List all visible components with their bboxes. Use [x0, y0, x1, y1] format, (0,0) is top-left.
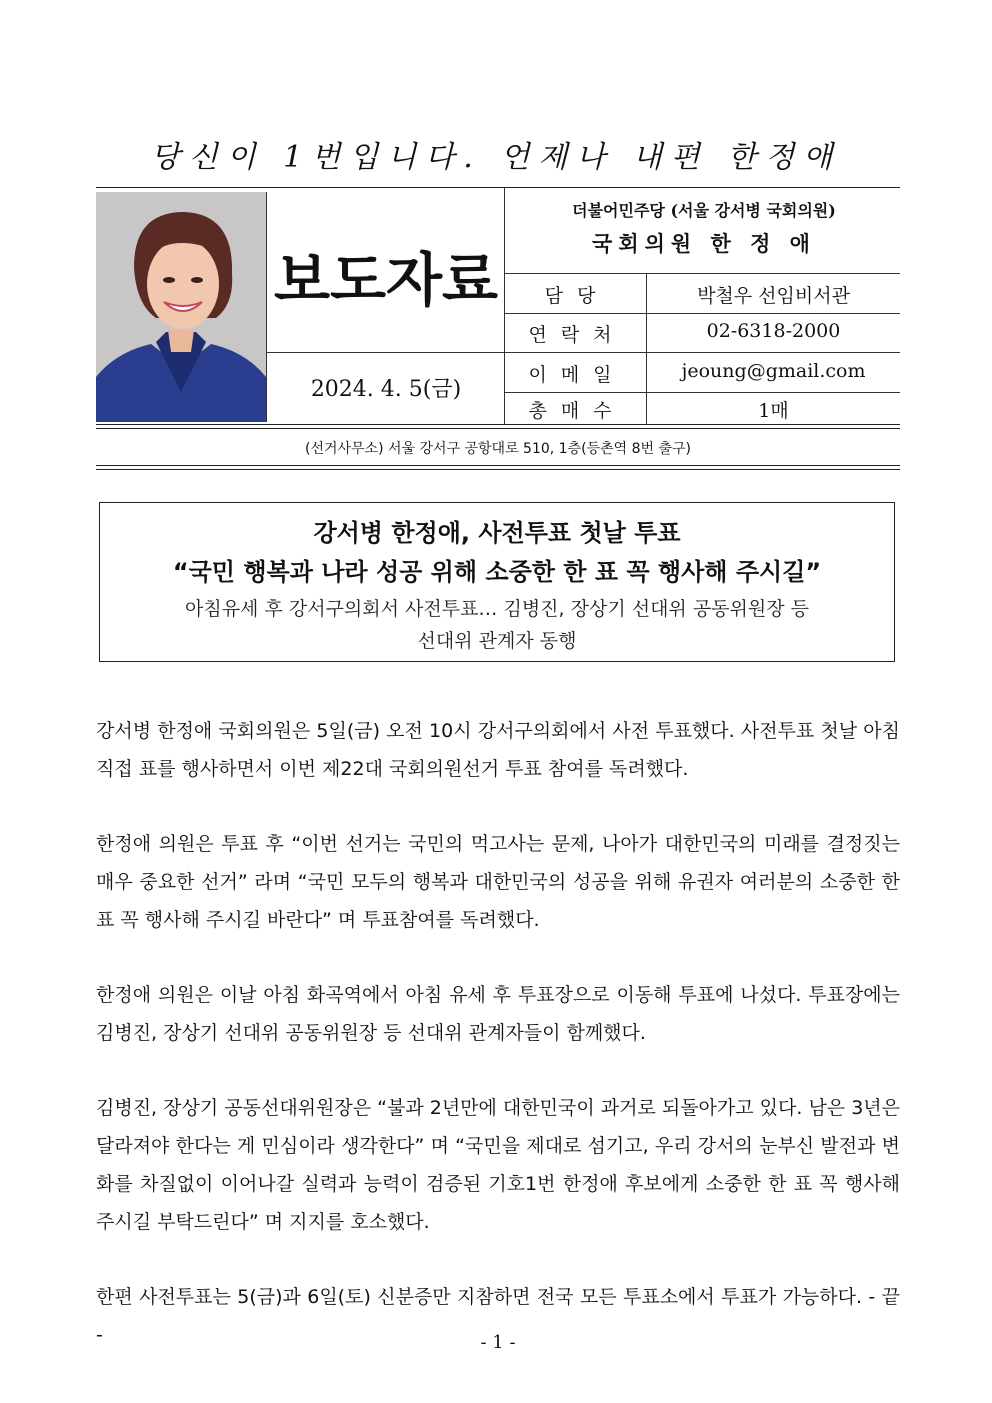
- body-paragraph: 한편 사전투표는 5(금)과 6일(토) 신분증만 지참하면 전국 모든 투표소에서 투표가 가능하다. - 끝 -: [96, 1286, 900, 1346]
- contact-label: 이메일: [528, 364, 626, 386]
- divider: [504, 352, 900, 353]
- press-release-title: 보도자료: [273, 246, 499, 314]
- headline-line-1: 강서병 한정애, 사전투표 첫날 투표: [313, 519, 681, 547]
- member-photo: [96, 192, 266, 422]
- release-date: 2024. 4. 5(금): [310, 377, 462, 402]
- headline-box: [99, 502, 895, 662]
- headline-subtitle: [100, 593, 894, 657]
- page-number: - 1 -: [480, 1332, 516, 1353]
- contact-value: 박철우 선임비서관: [697, 285, 850, 307]
- campaign-office-address: (선거사무소) 서울 강서구 공항대로 510, 1층(등촌역 8번 출구): [305, 441, 691, 457]
- party-affiliation: 더불어민주당 (서울 강서병 국회의원): [572, 201, 836, 220]
- contact-value: jeoung@gmail.com: [681, 360, 866, 382]
- divider: [504, 273, 900, 274]
- divider: [504, 188, 505, 424]
- body-paragraph: 강서병 한정애 국회의원은 5일(금) 오전 10시 강서구의회에서 사전 투표했다. 사전투표 첫날 아침 직접 표를 행사하면서 이번 제22대 국회의원선거 투표 참여를 독려했다.: [96, 720, 900, 780]
- header-rule: [96, 469, 900, 470]
- body-paragraph: 한정애 의원은 이날 아침 화곡역에서 아침 유세 후 투표장으로 이동해 투표에 나섰다. 투표장에는 김병진, 장상기 선대위 공동위원장 등 선대위 관계자들이 함께했다.: [96, 984, 900, 1044]
- header-rule: [96, 465, 900, 466]
- subtitle-line-1: 아침유세 후 강서구의회서 사전투표… 김병진, 장상기 선대위 공동위원장 등: [185, 598, 809, 620]
- divider: [266, 192, 267, 422]
- contact-label: 담당: [544, 285, 610, 307]
- divider: [504, 392, 900, 393]
- subtitle-line-2: 선대위 관계자 동행: [417, 630, 577, 652]
- divider: [266, 352, 504, 353]
- contact-value: 1매: [758, 400, 789, 422]
- header-top-rule: [96, 187, 900, 188]
- contact-label: 연락처: [528, 324, 626, 346]
- divider: [504, 313, 900, 314]
- contact-value: 02-6318-2000: [706, 320, 841, 342]
- body-paragraph: 김병진, 장상기 공동선대위원장은 “불과 2년만에 대한민국이 과거로 되돌아가고 있다. 남은 3년은 달라져야 한다는 게 민심이라 생각한다” 며 “국민을 제대로 섬기고, 우리 강서의 눈부신 발전과 변화를 차질없이 이어나갈 실력과 능력이 검증된 기호1번 한정애 후보에게 소중한 한 표 꼭 행사해 주시길 부탁드린다” 며 지지를 호소했다.: [96, 1097, 900, 1233]
- contact-label: 총매수: [528, 400, 626, 422]
- body-paragraph: 한정애 의원은 투표 후 “이번 선거는 국민의 먹고사는 문제, 나아가 대한민국의 미래를 결정짓는 매우 중요한 선거” 라며 “국민 모두의 행복과 대한민국의 성공을 위해 유권자 여러분의 소중한 한 표 꼭 행사해 주시길 바란다” 며 투표참여를 독려했다.: [96, 833, 900, 931]
- slogan: 당신이 1번입니다. 언제나 내편 한정애: [150, 140, 842, 175]
- member-name: 국회의원 한 정 애: [592, 231, 816, 256]
- article-body: [96, 712, 900, 1391]
- header-rule: [96, 424, 900, 425]
- header-rule: [96, 428, 900, 429]
- headline-line-2: “국민 행복과 나라 성공 위해 소중한 한 표 꼭 행사해 주시길”: [172, 558, 822, 586]
